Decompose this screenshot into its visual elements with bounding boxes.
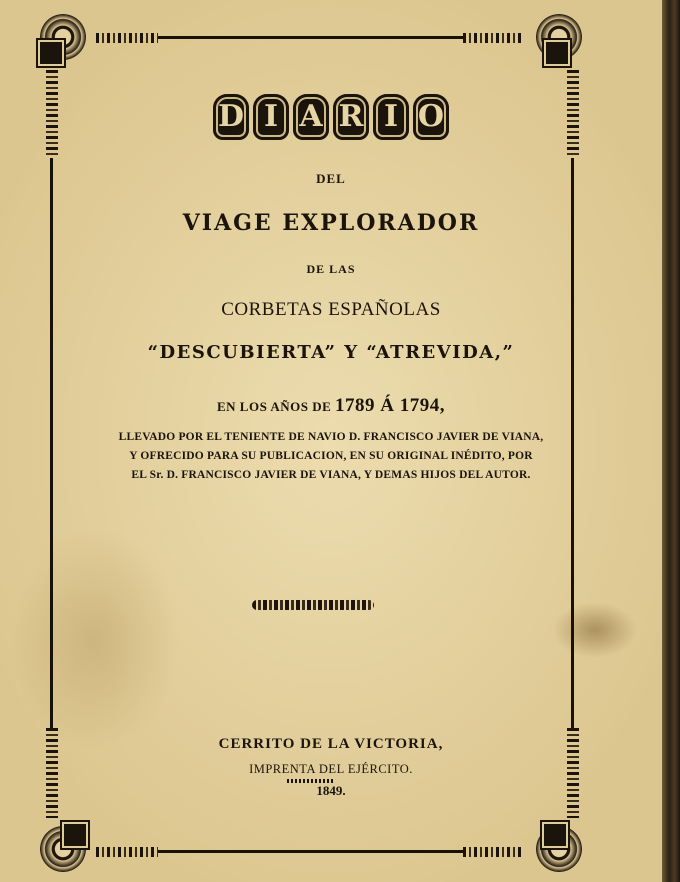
heading-viage-explorador: VIAGE EXPLORADOR xyxy=(182,210,480,236)
title-letter: A xyxy=(293,94,329,140)
frame-left-rule xyxy=(50,158,53,728)
title-diario xyxy=(0,94,662,140)
title-letter: R xyxy=(333,94,369,140)
frame-top-left-vine xyxy=(96,33,158,43)
imprint-year: 1849. xyxy=(316,783,346,798)
corner-box-bottom-right xyxy=(542,822,568,848)
frame-right-rule xyxy=(571,158,574,728)
corner-box-top-left xyxy=(38,40,64,66)
line-de-las: DE LAS xyxy=(306,262,356,276)
imprint-city: CERRITO DE LA VICTORIA, xyxy=(218,736,444,752)
title-letter: I xyxy=(373,94,409,140)
corner-box-bottom-left xyxy=(62,822,88,848)
imprint-press: IMPRENTA DEL EJÉRCITO. xyxy=(249,762,413,776)
line-del: DEL xyxy=(316,171,346,186)
line-corbetas-espanolas: CORBETAS ESPAÑOLAS xyxy=(221,299,441,320)
book-spine-edge xyxy=(662,0,680,882)
corner-box-top-right xyxy=(544,40,570,66)
frame-bottom-left-vine xyxy=(96,847,158,857)
line-years xyxy=(0,395,662,417)
heading-ship-names: “DESCUBIERTA” Y “ATREVIDA,” xyxy=(147,342,515,363)
credit-line-1: LLEVADO POR EL TENIENTE DE NAVIO D. FRANCISCO JAVIER DE VIANA, xyxy=(118,431,544,443)
credit-line-3: EL Sr. D. FRANCISCO JAVIER DE VIANA, Y DEMAS HIJOS DEL AUTOR. xyxy=(131,469,531,481)
years-prefix: EN LOS AÑOS DE xyxy=(216,399,332,414)
fleuron-ornament xyxy=(252,600,374,610)
frame-bottom-rule xyxy=(158,850,463,853)
title-letter: D xyxy=(213,94,249,140)
frame-top-right-vine xyxy=(463,33,523,43)
title-letter: I xyxy=(253,94,289,140)
years-range: 1789 Á 1794, xyxy=(335,395,446,416)
title-letter: O xyxy=(413,94,449,140)
credit-line-2: Y OFRECIDO PARA SU PUBLICACION, EN SU ORIGINAL INÉDITO, POR xyxy=(129,450,533,462)
frame-top-rule xyxy=(158,36,463,39)
frame-bottom-right-vine xyxy=(463,847,523,857)
